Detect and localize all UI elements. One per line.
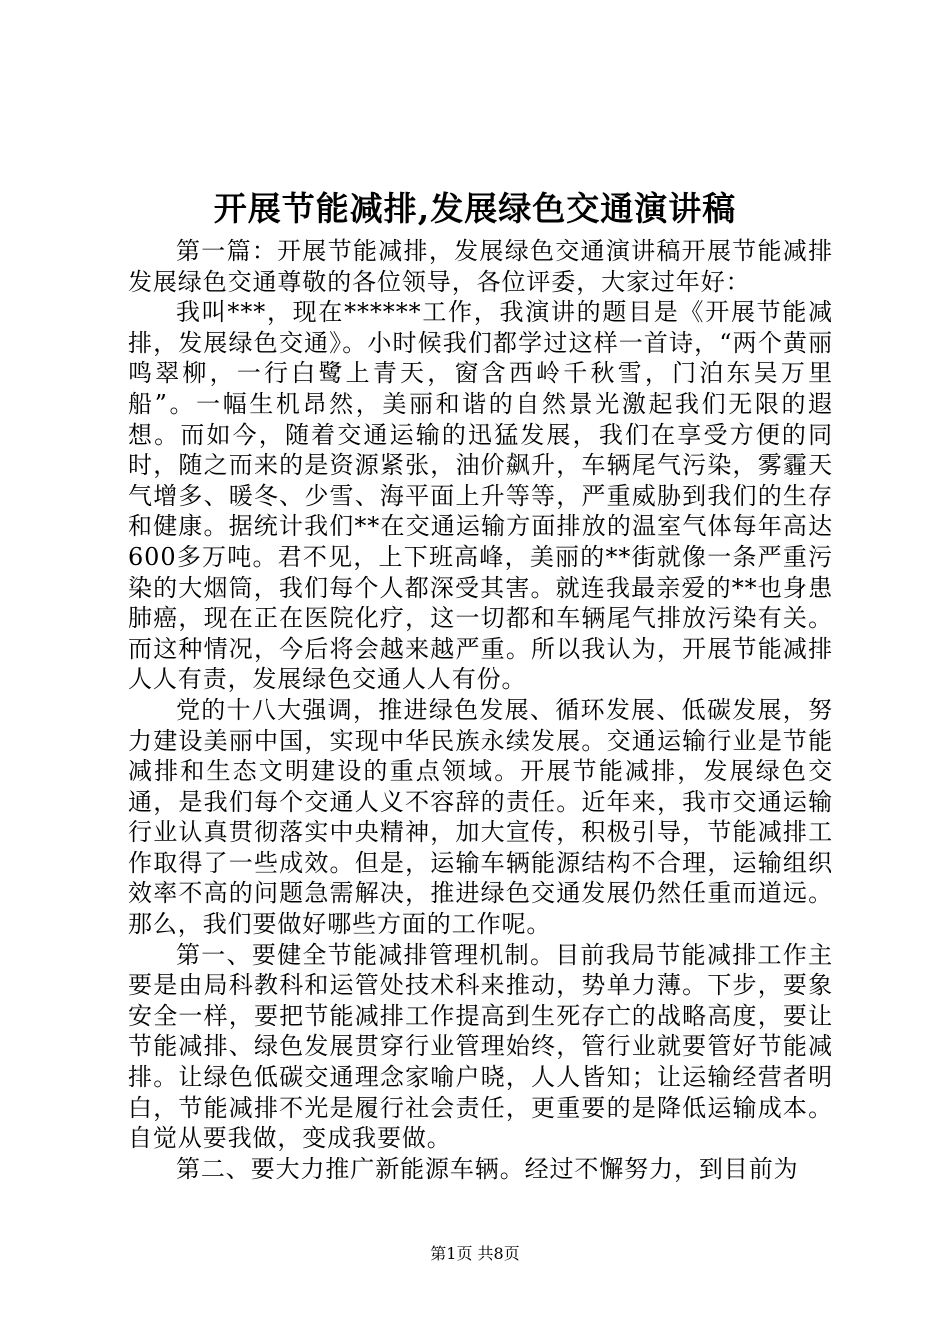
paragraph: 第二、要大力推广新能源车辆。经过不懈努力，到目前为 xyxy=(176,1154,799,1183)
page-footer: 第1页 共8页 xyxy=(430,1244,520,1263)
paragraph: 我叫***，现在******工作，我演讲的题目是《开展节能减排，发展绿色交通》。小时候我们都学过这样一首诗，“两个黄丽鸣翠柳，一行白鹭上青天，窗含西岭千秋雪，门泊东吴万里船”。一幅生机昂然，美丽和谐的自然景光激起我们无限的遐想。而如今，随着交通运输的迅猛发展，我们在享受方便的同时，随之而来的是资源紧张，油价飙升，车辆尾气污染，雾霾天气增多、暖冬、少雪、海平面上升等等，严重威胁到我们的生存和健康。据统计我们**在交通运输方面排放的温室气体每年高达600多万吨。君不见，上下班高峰，美丽的**街就像一条严重污染的大烟筒，我们每个人都深受其害。就连我最亲爱的**也身患肺癌，现在正在医院化疗，这一切都和车辆尾气排放污染有关。而这种情况，今后将会越来越严重。所以我认为，开展节能减排人人有责，发展绿色交通人人有份。 xyxy=(128,298,833,694)
document-body xyxy=(128,236,833,1184)
paragraph: 第一篇：开展节能减排，发展绿色交通演讲稿开展节能减排发展绿色交通尊敬的各位领导，各位评委，大家过年好： xyxy=(128,237,833,296)
document-title: 开展节能减排,发展绿色交通演讲稿 xyxy=(213,189,737,228)
paragraph: 第一、要健全节能减排管理机制。目前我局节能减排工作主要是由局科教科和运管处技术科来推动，势单力薄。下步，要象安全一样，要把节能减排工作提高到生死存亡的战略高度，要让节能减排、绿色发展贯穿行业管理始终，管行业就要管好节能减排。让绿色低碳交通理念家喻户晓，人人皆知；让运输经营者明白，节能减排不光是履行社会责任，更重要的是降低运输成本。自觉从要我做，变成我要做。 xyxy=(128,940,833,1153)
paragraph: 党的十八大强调，推进绿色发展、循环发展、低碳发展，努力建设美丽中国，实现中华民族永续发展。交通运输行业是节能减排和生态文明建设的重点领域。开展节能减排，发展绿色交通，是我们每个交通人义不容辞的责任。近年来，我市交通运输行业认真贯彻落实中央精神，加大宣传，积极引导，节能减排工作取得了一些成效。但是，运输车辆能源结构不合理，运输组织效率不高的问题急需解决，推进绿色交通发展仍然任重而道远。那么，我们要做好哪些方面的工作呢。 xyxy=(128,695,833,939)
